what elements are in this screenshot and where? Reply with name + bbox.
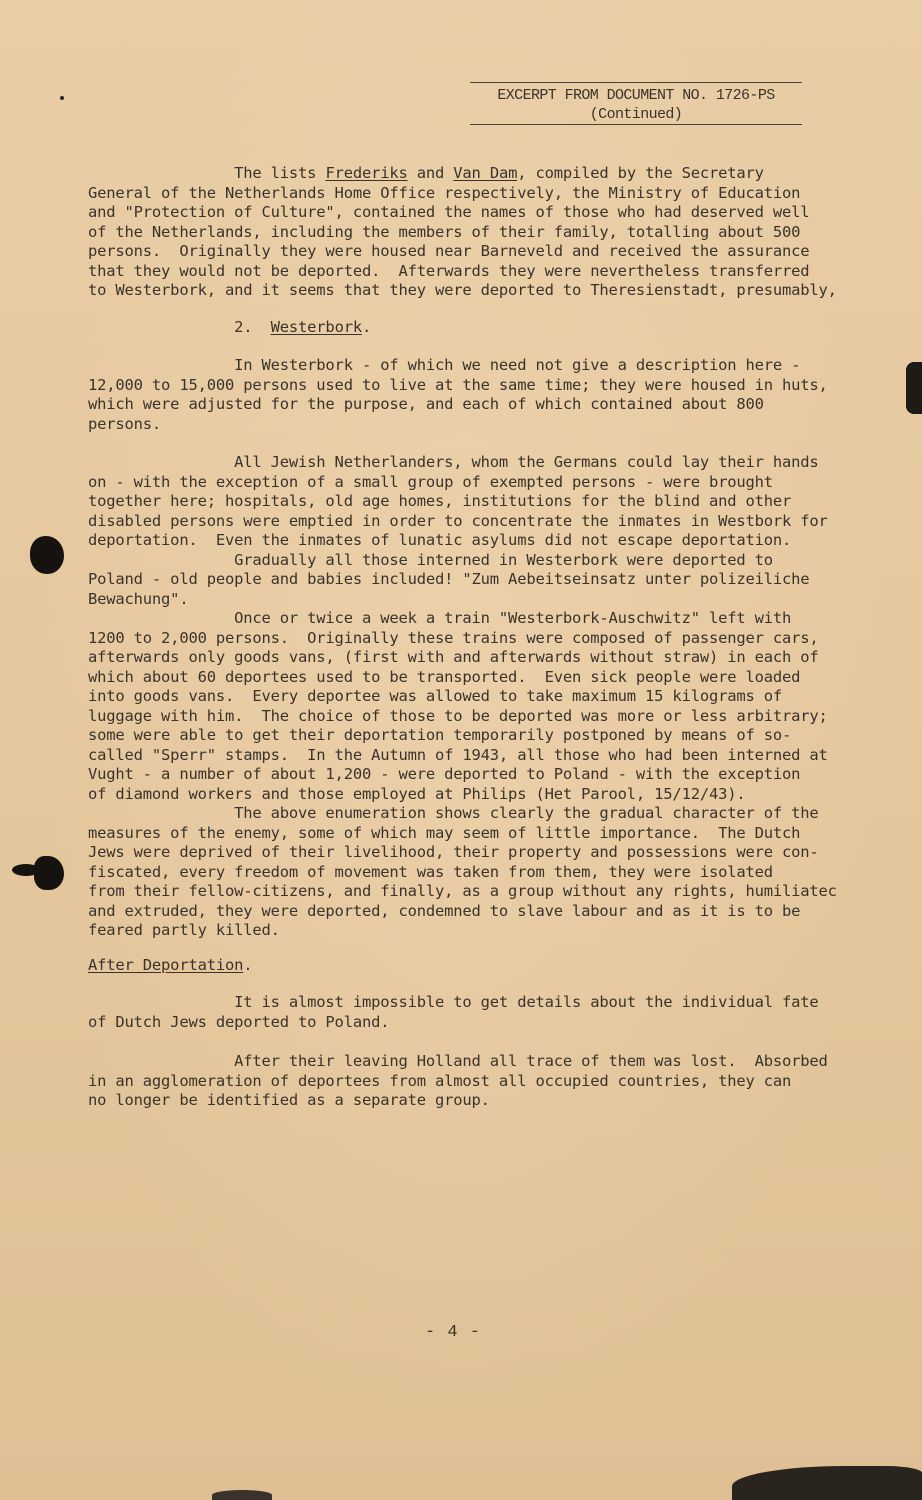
para1-line1-end: , compiled by the Secretary [517, 164, 764, 182]
header-top-rule [470, 82, 802, 83]
paragraph-westerbork: In Westerbork - of which we need not give a description here - 12,000 to 15,000 persons used to live at the same time; they were housed in huts, which were adjusted for the purpose, and each of which contained about 800 persons. [88, 356, 828, 433]
paragraph-trace-lost: After their leaving Holland all trace of them was lost. Absorbed in an agglomeration of deportees from almost all occupied countries, they can no longer be identified as a separate group. [88, 1052, 828, 1109]
para1-body: General of the Netherlands Home Office respectively, the Ministry of Education and "Protection of Culture", contained the names of those who had deserved well of the Netherlands, including the members of their family, totalling about 500 persons. Originally they were housed near Barneveld and received the assurance that they would not be deported. Afterwards they were nevertheless transferred to Westerbork, and it seems that they were deported to Theresienstadt, presumably, [88, 183, 837, 299]
header-subtitle: (Continued) [589, 106, 683, 123]
paper-edge-mark [732, 1466, 922, 1500]
section-heading-westerbork [88, 318, 878, 338]
section-number: 2. [88, 318, 271, 336]
paragraph-fate: It is almost impossible to get details about the individual fate of Dutch Jews deported to Poland. [88, 993, 819, 1031]
para1-lead: The lists [88, 164, 326, 182]
section-title-period: . [361, 318, 372, 336]
section-heading-after-deportation [88, 956, 878, 976]
header-title: EXCERPT FROM DOCUMENT NO. 1726-PS [497, 87, 775, 104]
speck-mark [60, 96, 64, 100]
paragraph-lists [88, 164, 878, 301]
punch-hole-mark [34, 856, 64, 890]
list-name-van-dam: Van Dam [453, 164, 518, 182]
after-deportation-period: . [243, 956, 253, 974]
after-deportation-title: After Deportation [88, 956, 244, 974]
page-number: - 4 - [425, 1323, 482, 1342]
section-title: Westerbork [270, 318, 362, 336]
paper-edge-mark [212, 1490, 272, 1500]
list-name-frederiks: Frederiks [325, 164, 408, 182]
para1-and: and [407, 164, 454, 182]
paper-edge-mark [906, 362, 922, 414]
document-header [470, 86, 802, 124]
punch-hole-mark [30, 536, 64, 574]
header-bottom-rule [470, 124, 802, 125]
paragraph-deportations: All Jewish Netherlanders, whom the Germans could lay their hands on - with the exception of a small group of exempted persons - were brought together here; hospitals, old age homes, institutions for the blind and other disabled persons were emptied in order to concentrate the inmates in Westbork for deportation. Even the inmates of lunatic asylums did not escape deportation. Gradually all those interned in Westerbork were deported to Poland - old people and babies included! "Zum Aebeitseinsatz unter polizeiliche Bewachung". Once or twice a week a train "Westerbork-Auschwitz" left with 1200 to 2,000 persons. Originally these trains were composed of passenger cars, afterwards only goods vans, (first with and afterwards without straw) in each of which about 60 deportees used to be transported. Even sick people were loaded into goods vans. Every deportee was allowed to take maximum 15 kilograms of luggage with him. The choice of those to be deported was more or less arbitrary; some were able to get their deportation temporarily postponed by means of so- called "Sperr" stamps. In the Autumn of 1943, all those who had been interned at Vught - a number of about 1,200 - were deported to Poland - with the exception of diamond workers and those employed at Philips (Het Parool, 15/12/43). The above enumeration shows clearly the gradual character of the measures of the enemy, some of which may seem of little importance. The Dutch Jews were deprived of their livelihood, their property and possessions were con- fiscated, every freedom of movement was taken from them, they were isolated from their fellow-citizens, and finally, as a group without any rights, humiliatec and extruded, they were deported, condemned to slave labour and as it is to be feared partly killed. [88, 453, 837, 939]
